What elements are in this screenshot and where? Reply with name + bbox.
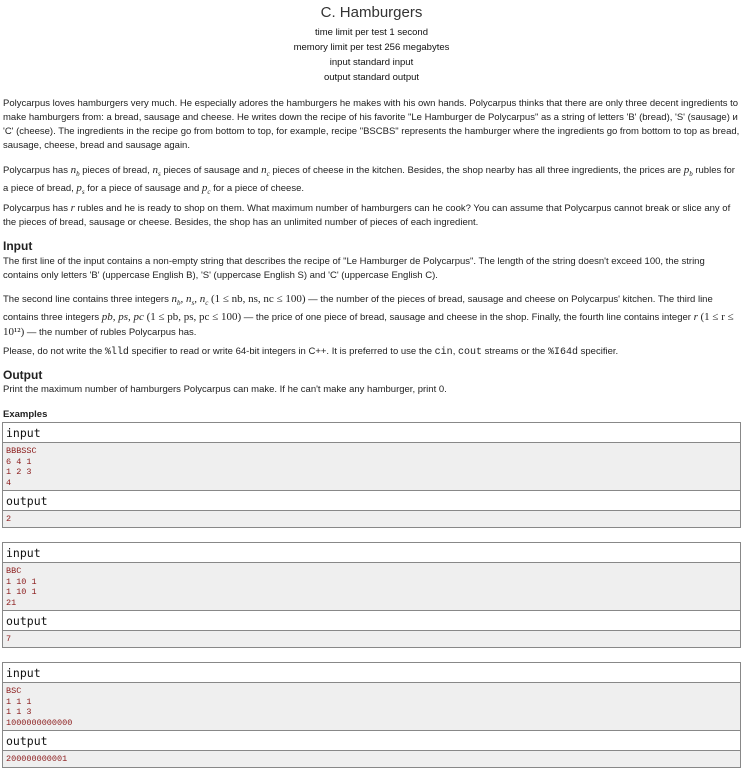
time-limit: time limit per test 1 second — [315, 27, 428, 38]
example-output-data[interactable]: 200000000001 — [3, 751, 740, 767]
problem-header — [0, 3, 743, 85]
example-1 — [2, 422, 741, 528]
example-input-label: input — [3, 423, 740, 443]
example-output-data[interactable]: 7 — [3, 631, 740, 647]
legend-paragraph-2: Polycarpus has $n_b$ pieces of bread, $n_s$ pieces of sausage and $n_c$ pieces of cheese in the kitchen. Besides, the shop nearby has all three ingredients, the prices are $p_b$ rubles for a piece of bread, $p_s$ for a piece of sausage and $p_c$ for a piece of cheese. — [3, 164, 735, 196]
example-output-label: output — [3, 611, 740, 631]
legend-paragraph-1: Polycarpus loves hamburgers very much. He especially adores the hamburgers he makes with his own hands. Polycarpus thinks that there are only three decent ingredients to make hamburgers from: a bread, sausage and cheese. He writes down the recipe of his favorite "Le Hamburger de Polycarpus" as a string of letters 'B' (bread), 'S' (sausage) и 'C' (cheese). The ingredients in the recipe go from bottom to top, for example, recipe "BSCBS" represents the hamburger where the ingredients go from bottom to top as bread, sausage, cheese, bread and sausage again. — [3, 98, 740, 151]
example-input-label: input — [3, 663, 740, 683]
example-2 — [2, 542, 741, 648]
example-output-data[interactable]: 2 — [3, 511, 740, 527]
example-3 — [2, 662, 741, 768]
example-output-label: output — [3, 731, 740, 751]
input-paragraph-2: The second line contains three integers $n_b$, $n_s$, $n_c$ (1 ≤ nb, ns, nc ≤ 100) — the number of the pieces of bread, sausage and cheese on Polycarpus' kitchen. The third line contains three integers pb, ps, pc (1 ≤ pb, ps, pc ≤ 100) — the price of one piece of bread, sausage and cheese in the shop. Finally, the fourth line contains integer r (1 ≤ r ≤ 10¹²) — the number of rubles Polycarpus has. — [3, 293, 734, 339]
output-paragraph: Print the maximum number of hamburgers Polycarpus can make. If he can't make any hamburger, print 0. — [3, 384, 447, 395]
legend-paragraph-3: Polycarpus has r rubles and he is ready to shop on them. What maximum number of hamburgers can he cook? You can assume that Polycarpus cannot break or slice any of the pieces of bread, sausage or cheese. Besides, the shop has an unlimited number of pieces of each ingredient. — [3, 202, 731, 228]
input-file: input standard input — [329, 57, 414, 68]
input-paragraph-3: Please, do not write the %lld specifier to read or write 64-bit integers in С++. It is preferred to use the cin, cout streams or the %I64d specifier. — [3, 346, 619, 358]
examples-title: Examples — [3, 409, 48, 420]
example-output-label: output — [3, 491, 740, 511]
example-input-label: input — [3, 543, 740, 563]
memory-limit: memory limit per test 256 megabytes — [293, 42, 450, 53]
input-paragraph-1: The first line of the input contains a non-empty string that describes the recipe of "Le Hamburger de Polycarpus". The length of the string doesn't exceed 100, the string contains only letters 'B' (uppercase English B), 'S' (uppercase English S) and 'C' (uppercase English C). — [3, 256, 705, 281]
output-section-title: Output — [3, 368, 43, 382]
input-section-title: Input — [3, 239, 33, 253]
output-file: output standard output — [323, 72, 420, 83]
example-input-data[interactable]: BBC 1 10 1 1 10 1 21 — [3, 563, 740, 611]
example-input-data[interactable]: BSC 1 1 1 1 1 3 1000000000000 — [3, 683, 740, 731]
example-input-data[interactable]: BBBSSC 6 4 1 1 2 3 4 — [3, 443, 740, 491]
problem-title: C. Hamburgers — [320, 4, 423, 21]
